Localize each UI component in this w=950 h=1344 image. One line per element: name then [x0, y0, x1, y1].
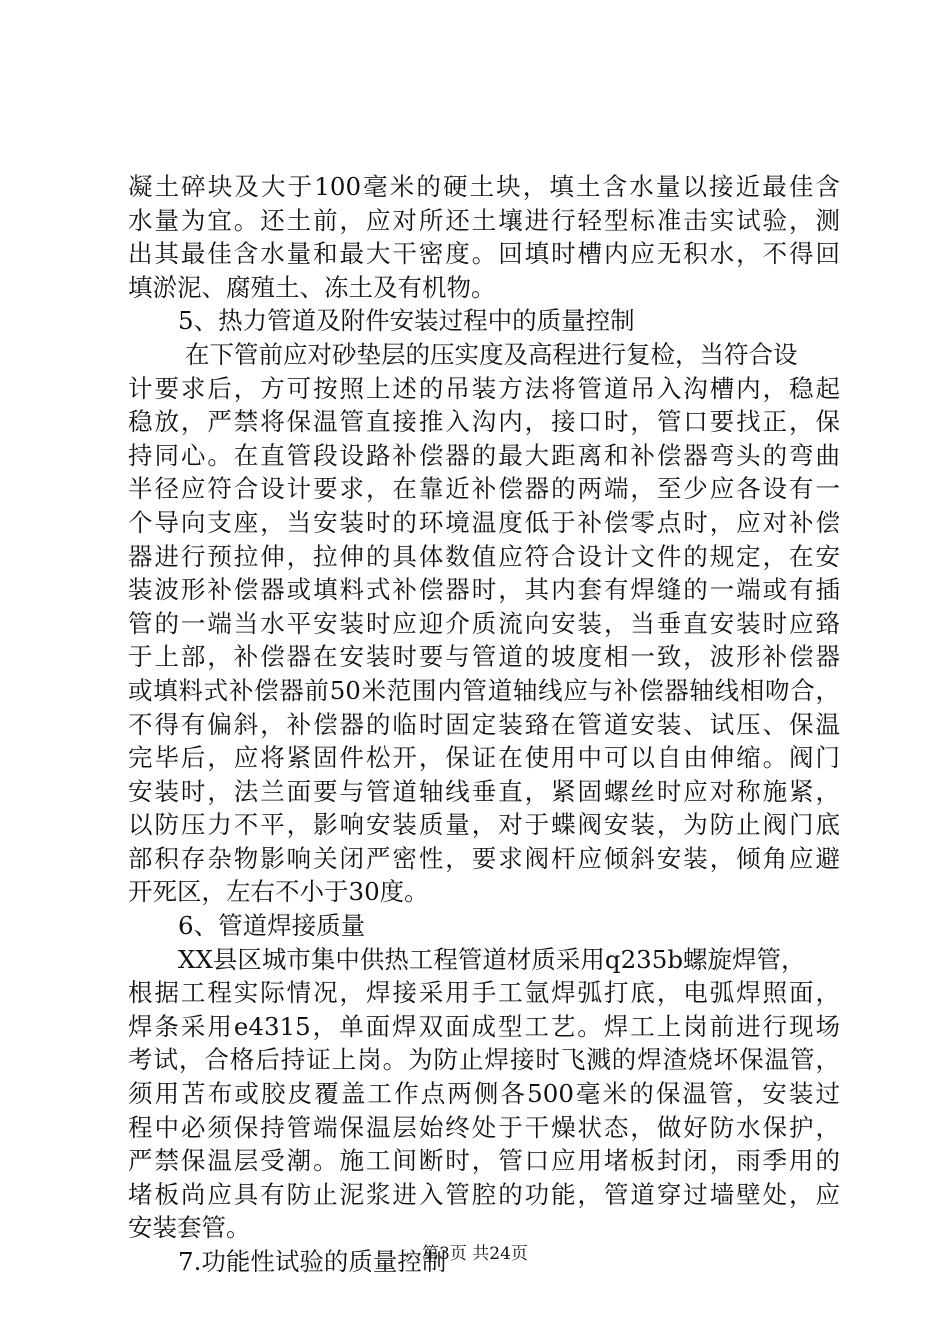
- section-heading: 6、管道焊接质量: [178, 911, 366, 941]
- text-line: 管的一端当水平安装时应迎介质流向安装，当垂直安装时应臵: [128, 608, 840, 638]
- document-body: [128, 170, 840, 1279]
- text-line: 部积存杂物影响关闭严密性，要求阀杆应倾斜安装，倾角应避: [128, 843, 840, 873]
- text-line: 堵板尚应具有防止泥浆进入管腔的功能，管道穿过墙壁处，应: [128, 1179, 840, 1209]
- text-line: 程中必须保持管端保温层始终处于干燥状态，做好防水保护，: [128, 1112, 840, 1142]
- text-line: 在下管前应对砂垫层的压实度及高程进行复检，当符合设: [185, 339, 798, 369]
- text-line: 稳放，严禁将保温管直接推入沟内，接口时，管口要找正，保: [128, 407, 840, 437]
- text-line: 严禁保温层受潮。施工间断时，管口应用堵板封闭，雨季用的: [128, 1146, 840, 1176]
- text-line: 持同心。在直管段设路补偿器的最大距离和补偿器弯头的弯曲: [128, 440, 840, 470]
- text-line: 凝土碎块及大于100毫米的硬土块，填土含水量以接近最佳含: [128, 172, 840, 201]
- text-line: 出其最佳含水量和最大干密度。回填时槽内应无积水，不得回: [128, 239, 840, 269]
- text-line: 器进行预拉伸，拉伸的具体数值应符合设计文件的规定，在安: [128, 541, 840, 571]
- text-line: 焊条采用e4315，单面焊双面成型工艺。焊工上岗前进行现场: [128, 1011, 840, 1041]
- text-line: 开死区，左右不小于30度。: [128, 877, 429, 907]
- page-footer: 第3页 共24页: [422, 1244, 528, 1264]
- text-line: 以防压力不平，影响安装质量，对于蝶阀安装，为防止阀门底: [128, 810, 840, 840]
- text-line: 或填料式补偿器前50米范围内管道轴线应与补偿器轴线相吻合，: [128, 675, 840, 705]
- text-line: 水量为宜。还土前，应对所还土壤进行轻型标准击实试验，测: [128, 205, 840, 235]
- section-heading: 7.功能性试验的质量控制: [178, 1247, 447, 1276]
- text-line: 安装时，法兰面要与管道轴线垂直，紧固螺丝时应对称施紧，: [128, 776, 840, 806]
- text-line: 个导向支座，当安装时的环境温度低于补偿零点时，应对补偿: [128, 507, 840, 537]
- text-line: 不得有偏斜，补偿器的临时固定装臵在管道安装、试压、保温: [128, 709, 840, 739]
- text-line: 须用苫布或胶皮覆盖工作点两侧各500毫米的保温管，安装过: [128, 1079, 840, 1109]
- text-line: 安装套管。: [128, 1213, 251, 1243]
- text-line: 根据工程实际情况，焊接采用手工氩焊弧打底，电弧焊照面，: [128, 978, 840, 1008]
- text-line: XX县区城市集中供热工程管道材质采用q235b螺旋焊管，: [178, 944, 806, 974]
- text-line: 于上部，补偿器在安装时要与管道的坡度相一致，波形补偿器: [128, 642, 840, 672]
- text-line: 计要求后，方可按照上述的吊装方法将管道吊入沟槽内，稳起: [128, 373, 840, 403]
- text-line: 考试，合格后持证上岗。为防止焊接时飞溅的焊渣烧坏保温管，: [128, 1045, 840, 1075]
- text-line: 完毕后，应将紧固件松开，保证在使用中可以自由伸缩。阀门: [128, 743, 840, 773]
- section-heading: 5、热力管道及附件安装过程中的质量控制: [178, 306, 635, 336]
- text-line: 半径应符合设计要求，在靠近补偿器的两端，至少应各设有一: [128, 474, 840, 504]
- text-line: 填淤泥、腐殖土、冻土及有机物。: [128, 272, 496, 302]
- text-line: 装波形补偿器或填料式补偿器时，其内套有焊缝的一端或有插: [128, 575, 840, 605]
